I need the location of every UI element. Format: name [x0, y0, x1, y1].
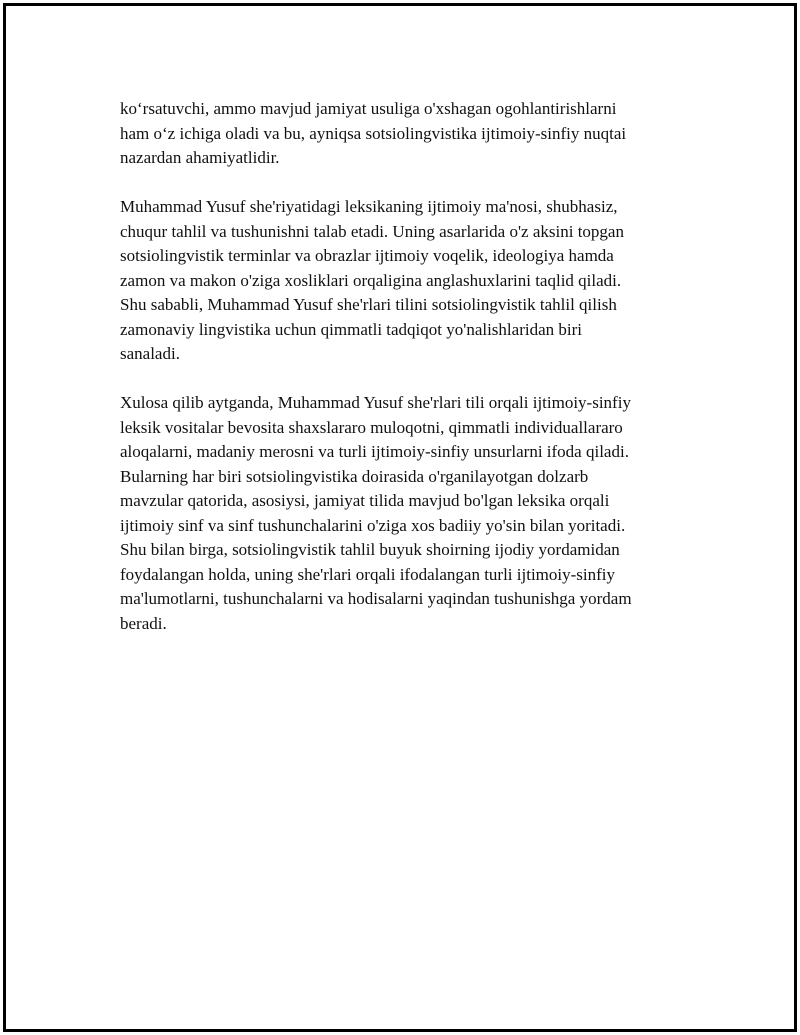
text-line: ham o‘z ichiga oladi va bu, ayniqsa sotsiolingvistika ijtimoiy-sinfiy nuqtai	[120, 123, 627, 143]
text-line: ijtimoiy sinf va sinf tushunchalarini o'ziga xos badiiy yo'sin bilan yoritadi.	[120, 515, 626, 535]
text-line: leksik vositalar bevosita shaxslararo muloqotni, qimmatli individuallararo	[120, 417, 623, 437]
text-line: foydalangan holda, uning she'rlari orqali ifodalangan turli ijtimoiy-sinfiy	[120, 564, 616, 584]
paragraph	[120, 97, 700, 171]
text-line: chuqur tahlil va tushunishni talab etadi. Uning asarlarida o'z aksini topgan	[120, 221, 624, 241]
document-page	[3, 3, 797, 1032]
text-line: ma'lumotlarni, tushunchalarni va hodisalarni yaqindan tushunishga yordam	[120, 589, 632, 608]
text-line: aloqalarni, madaniy merosni va turli ijtimoiy-sinfiy unsurlarni ifoda qiladi.	[120, 442, 629, 461]
text-line: Xulosa qilib aytganda, Muhammad Yusuf she'rlari tili orqali ijtimoiy-sinfiy	[120, 393, 631, 412]
text-line: Shu bilan birga, sotsiolingvistik tahlil buyuk shoirning ijodiy yordamidan	[120, 540, 620, 559]
text-line: zamon va makon o'ziga xosliklari orqaligina anglashuxlarini taqlid qiladi.	[120, 270, 622, 290]
paragraph	[120, 195, 700, 367]
text-line: Bularning har biri sotsiolingvistika doirasida o'rganilayotgan dolzarb	[120, 466, 589, 486]
text-line: sotsiolingvistik terminlar va obrazlar ijtimoiy voqelik, ideologiya hamda	[120, 246, 614, 265]
text-line: ko‘rsatuvchi, ammo mavjud jamiyat usuliga o'xshagan ogohlantirishlarni	[120, 99, 617, 118]
text-line: zamonaviy lingvistika uchun qimmatli tadqiqot yo'nalishlaridan biri	[120, 319, 582, 339]
text-line: Muhammad Yusuf she'riyatidagi leksikaning ijtimoiy ma'nosi, shubhasiz,	[120, 197, 618, 216]
text-line: sanaladi.	[120, 344, 180, 363]
document-body	[120, 97, 700, 661]
text-line: mavzular qatorida, asosiysi, jamiyat tilida mavjud bo'lgan leksika orqali	[120, 491, 610, 510]
text-line: Shu sababli, Muhammad Yusuf she'rlari tilini sotsiolingvistik tahlil qilish	[120, 295, 617, 314]
text-line: beradi.	[120, 613, 167, 633]
paragraph	[120, 391, 700, 636]
text-line: nazardan ahamiyatlidir.	[120, 148, 280, 167]
